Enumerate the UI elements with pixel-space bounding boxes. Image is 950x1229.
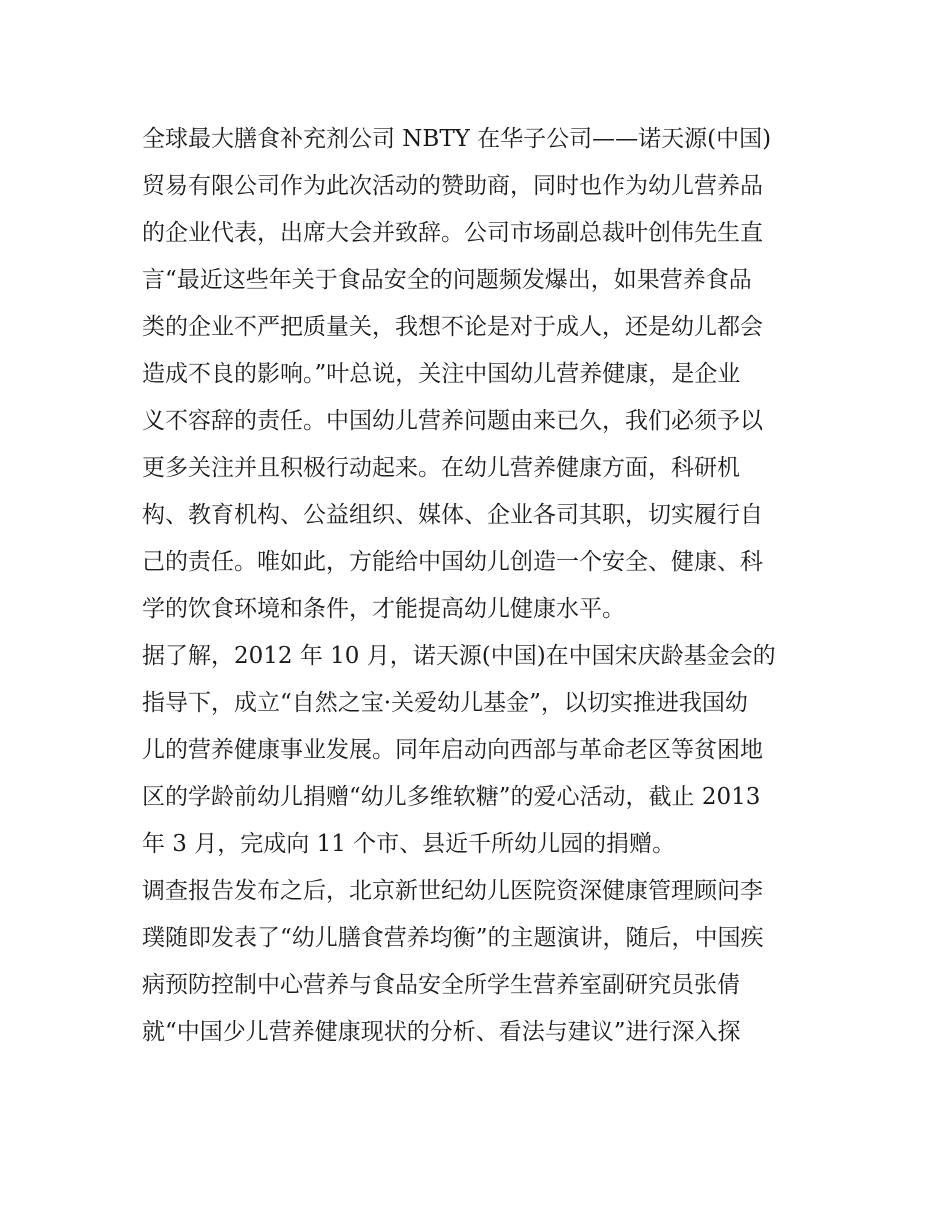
document-body (142, 116, 832, 1056)
text-line: 全球最大膳食补充剂公司 NBTY 在华子公司——诺天源(中国) (142, 126, 772, 152)
text-line: 学的饮食环境和条件，才能提高幼儿健康水平。 (142, 596, 625, 622)
text-line: 调查报告发布之后，北京新世纪幼儿医院资深健康管理顾问李 (142, 878, 763, 904)
text-line: 指导下，成立“自然之宝·关爱幼儿基金”，以切实推进我国幼 (142, 690, 748, 716)
text-line: 区的学龄前幼儿捐赠“幼儿多维软糖”的爱心活动，截止 2013 (142, 784, 761, 810)
text-line: 就“中国少儿营养健康现状的分析、看法与建议”进行深入探 (142, 1019, 741, 1045)
text-line: 的企业代表，出席大会并致辞。公司市场副总裁叶创伟先生直 (142, 220, 763, 246)
text-line: 更多关注并且积极行动起来。在幼儿营养健康方面，科研机 (142, 455, 740, 481)
paragraph-nbty-sponsor (142, 116, 832, 633)
text-line: 己的责任。唯如此，方能给中国幼儿创造一个安全、健康、科 (142, 549, 763, 575)
paragraph-report-speeches (142, 868, 832, 1056)
text-line: 造成不良的影响。”叶总说，关注中国幼儿营养健康，是企业 (142, 361, 741, 387)
paragraph-foundation (142, 633, 832, 868)
text-line: 义不容辞的责任。中国幼儿营养问题由来已久，我们必须予以 (142, 408, 763, 434)
text-line: 构、教育机构、公益组织、媒体、企业各司其职，切实履行自 (142, 502, 763, 528)
text-line: 贸易有限公司作为此次活动的赞助商，同时也作为幼儿营养品 (142, 173, 763, 199)
text-line: 言“最近这些年关于食品安全的问题频发爆出，如果营养食品 (142, 267, 752, 293)
text-line: 年 3 月，完成向 11 个市、县近千所幼儿园的捐赠。 (142, 831, 676, 857)
text-line: 据了解，2012 年 10 月，诺天源(中国)在中国宋庆龄基金会的 (142, 643, 776, 669)
text-line: 病预防控制中心营养与食品安全所学生营养室副研究员张倩 (142, 972, 740, 998)
text-line: 璞随即发表了“幼儿膳食营养均衡”的主题演讲，随后，中国疾 (142, 925, 764, 951)
text-line: 儿的营养健康事业发展。同年启动向西部与革命老区等贫困地 (142, 737, 763, 763)
text-line: 类的企业不严把质量关，我想不论是对于成人，还是幼儿都会 (142, 314, 763, 340)
